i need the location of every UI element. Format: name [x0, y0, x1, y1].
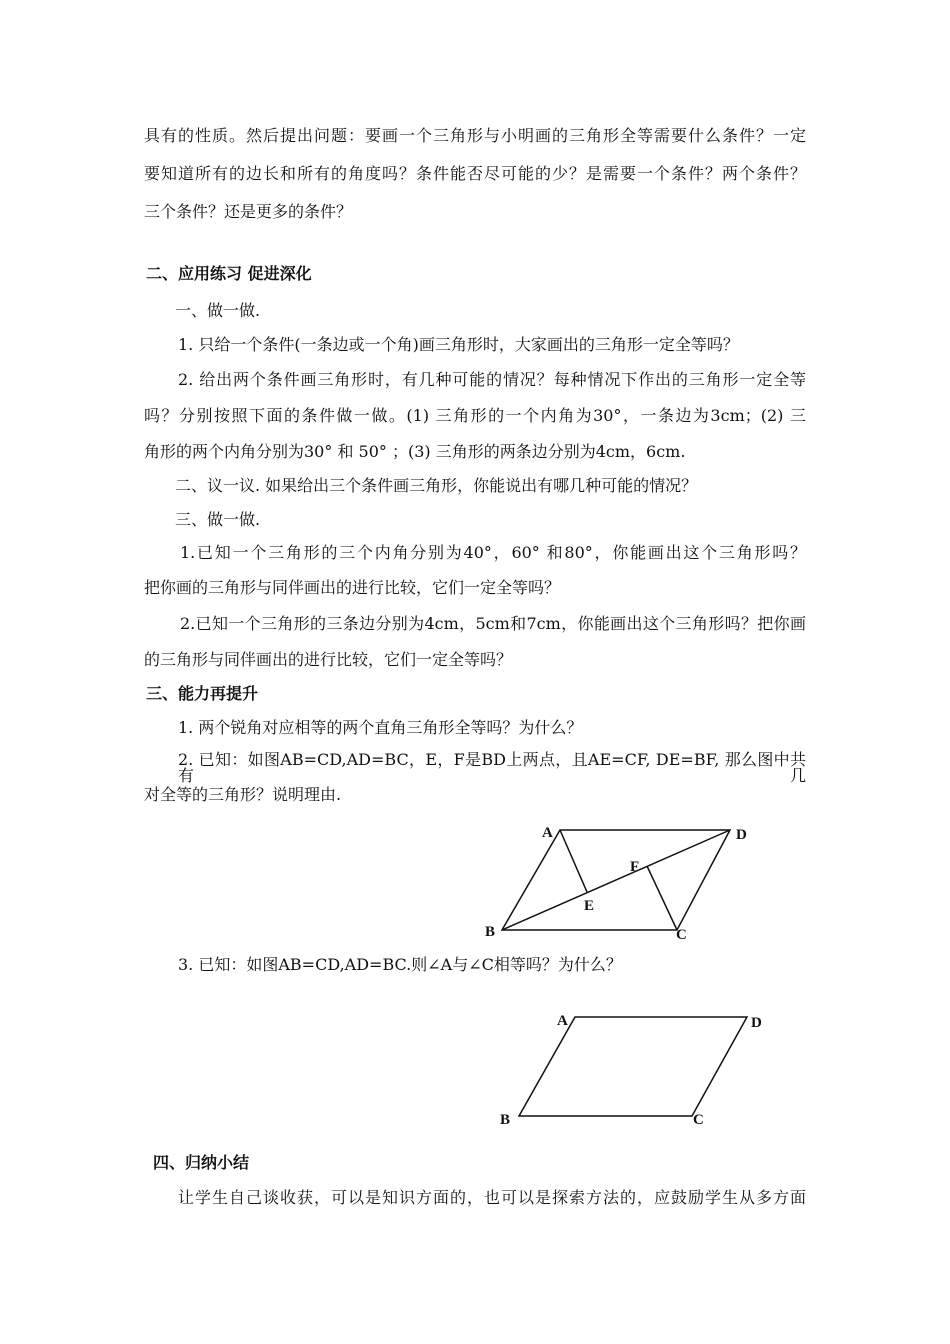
discuss-line: 二、议一议. 如果给出三个条件画三角形，你能说出有哪几种可能的情况？ — [175, 476, 698, 495]
label-c: C — [676, 927, 687, 943]
question-2-line-1: 2. 给出两个条件画三角形时，有几种可能的情况？每种情况下作出的三角形一定全等 — [178, 370, 806, 389]
parallelogram-abcd-2 — [519, 1017, 747, 1116]
ability-question-2-line-1: 2. 已知：如图AB=CD,AD=BC，E，F是BD上两点，且AE=CF, DE=BF, 那么图中共有几 — [178, 750, 806, 785]
diagonal-bd — [502, 830, 730, 930]
question-4-line-1: 2.已知一个三角形的三条边分别为4cm，5cm和7cm，你能画出这个三角形吗？把你画 — [180, 614, 806, 633]
summary-line-1: 让学生自己谈收获，可以是知识方面的，也可以是探索方法的，应鼓励学生从多方面 — [178, 1188, 806, 1207]
label-a-2: A — [557, 1013, 568, 1029]
do-three-label: 三、做一做. — [175, 510, 261, 529]
intro-line-3: 三个条件？还是更多的条件？ — [144, 202, 353, 221]
ability-question-1: 1. 两个锐角对应相等的两个直角三角形全等吗？为什么？ — [178, 718, 583, 737]
question-2-line-2: 吗？分别按照下面的条件做一做。(1) 三角形的一个内角为30°，一条边为3cm；(2) 三 — [144, 406, 806, 425]
question-4-line-2: 的三角形与同伴画出的进行比较，它们一定全等吗？ — [144, 650, 513, 669]
question-1: 1. 只给一个条件(一条边或一个角)画三角形时，大家画出的三角形一定全等吗？ — [178, 335, 739, 354]
label-f: F — [630, 859, 640, 875]
question-2-line-3: 角形的两个内角分别为30° 和 50° ；(3) 三角形的两条边分别为4cm，6cm. — [144, 442, 686, 461]
ability-question-2-line-2: 对全等的三角形？说明理由. — [144, 785, 342, 804]
question-3-line-1: 1.已知一个三角形的三个内角分别为40°，60° 和80°，你能画出这个三角形吗？ — [180, 543, 806, 562]
label-d: D — [736, 827, 747, 843]
ability-question-3: 3. 已知：如图AB=CD,AD=BC.则∠A与∠C相等吗？为什么？ — [178, 955, 622, 974]
intro-line-2: 要知道所有的边长和所有的角度吗？条件能否尽可能的少？是需要一个条件？两个条件？ — [144, 164, 806, 183]
do-one-label: 一、做一做. — [175, 301, 261, 320]
figure-parallelogram — [490, 1005, 780, 1130]
label-d-2: D — [751, 1015, 762, 1031]
section3-heading: 三、能力再提升 — [146, 684, 259, 703]
section2-heading: 二、应用练习 促进深化 — [146, 264, 312, 283]
label-e: E — [584, 898, 595, 914]
question-3-line-2: 把你画的三角形与同伴画出的进行比较，它们一定全等吗？ — [144, 578, 561, 597]
segment-ae — [560, 830, 587, 892]
label-b-2: B — [500, 1112, 511, 1128]
section4-heading: 四、归纳小结 — [153, 1153, 250, 1172]
label-a: A — [542, 825, 553, 841]
figure-quadrilateral-with-diagonal — [480, 815, 770, 945]
label-c-2: C — [693, 1112, 704, 1128]
segment-cf — [647, 866, 677, 930]
intro-line-1: 具有的性质。然后提出问题：要画一个三角形与小明画的三角形全等需要什么条件？一定 — [144, 126, 806, 145]
label-b: B — [485, 924, 496, 940]
